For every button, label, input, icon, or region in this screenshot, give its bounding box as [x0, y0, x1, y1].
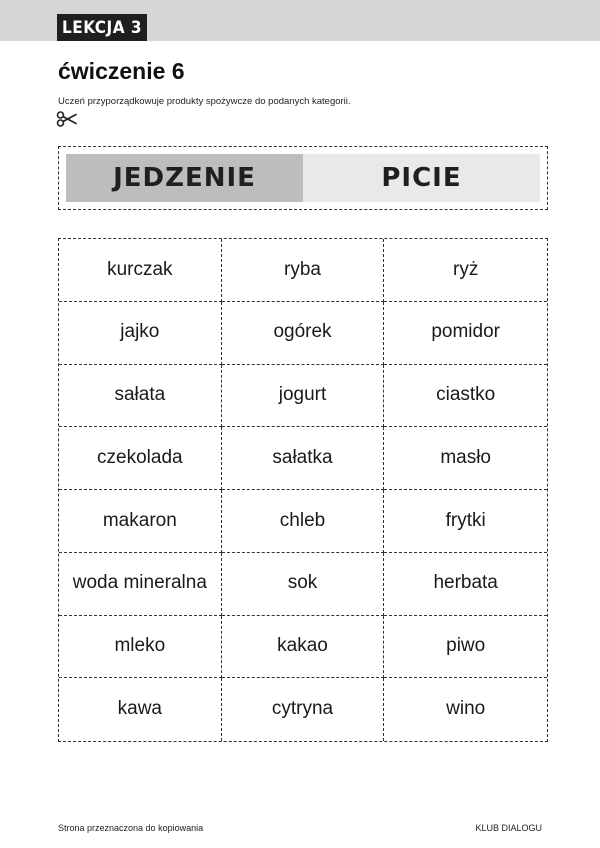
word-card[interactable]: wino — [446, 698, 486, 720]
word-card[interactable]: masło — [384, 427, 547, 490]
category-drink-header[interactable]: PICIE — [303, 154, 540, 202]
word-card[interactable]: mleko — [59, 616, 222, 679]
word-card[interactable]: kurczak — [59, 239, 222, 302]
footer-copy-note: Strona przeznaczona do kopiowania — [58, 823, 204, 833]
exercise-title: ćwiczenie 6 — [58, 58, 185, 84]
word-card[interactable]: jajko — [59, 302, 222, 365]
category-food-header[interactable]: JEDZENIE — [66, 154, 303, 202]
word-card[interactable]: ryż — [384, 239, 547, 302]
word-card[interactable]: kakao — [222, 616, 385, 679]
word-card[interactable]: cytryna — [222, 678, 385, 741]
word-card-grid — [58, 238, 548, 742]
word-card[interactable]: ryba — [222, 239, 385, 302]
word-card[interactable]: herbata — [384, 553, 547, 616]
lesson-tab: LEKCJA 3 — [57, 14, 147, 41]
word-card[interactable]: sałatka — [222, 427, 385, 490]
word-card[interactable]: sok — [222, 553, 385, 616]
scissors-icon — [56, 109, 78, 129]
word-card[interactable]: woda mineralna — [59, 553, 222, 616]
word-card[interactable]: ciastko — [384, 365, 547, 428]
category-header-cutout — [58, 146, 548, 210]
word-card[interactable]: sałata — [59, 365, 222, 428]
word-card[interactable]: makaron — [59, 490, 222, 553]
word-card[interactable]: frytki — [384, 490, 547, 553]
word-card[interactable]: jogurt — [222, 365, 385, 428]
word-card[interactable]: pomidor — [384, 302, 547, 365]
word-card[interactable]: piwo — [384, 616, 547, 679]
footer-publisher: KLUB DIALOGU — [475, 823, 542, 833]
category-header-strip — [66, 154, 540, 202]
word-card[interactable]: kawa — [59, 678, 222, 741]
word-card[interactable]: ogórek — [222, 302, 385, 365]
word-card[interactable]: czekolada — [59, 427, 222, 490]
exercise-instruction: Uczeń przyporządkowuje produkty spożywcze do podanych kategorii. — [58, 96, 351, 107]
word-card[interactable]: chleb — [222, 490, 385, 553]
